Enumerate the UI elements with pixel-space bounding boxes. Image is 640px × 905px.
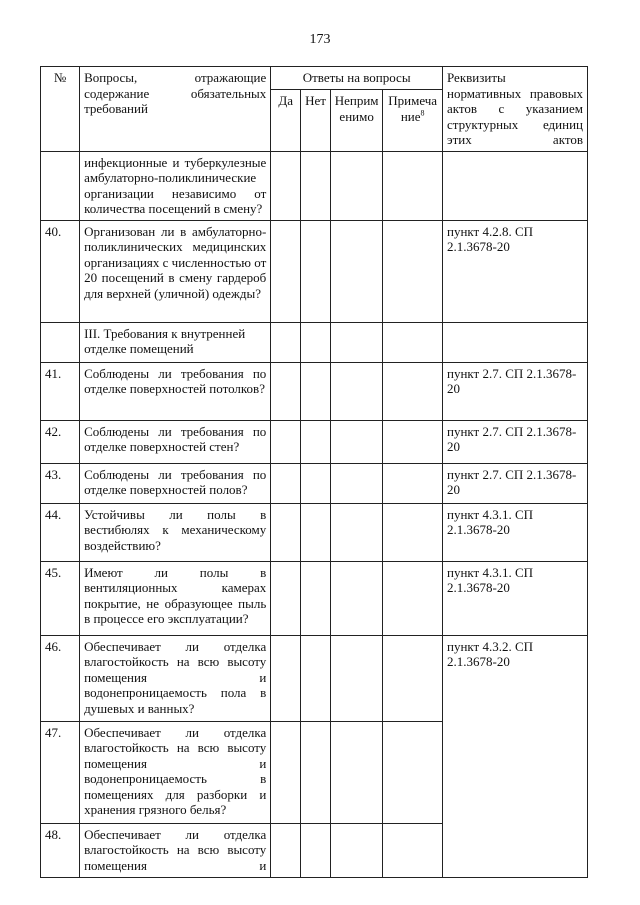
answer-na-cell[interactable] <box>330 635 382 721</box>
row-num: 43. <box>41 463 80 503</box>
row-num: 48. <box>41 823 80 877</box>
table-header-row <box>41 67 588 90</box>
answer-no-cell[interactable] <box>301 220 331 322</box>
row-question: Соблюдены ли требования по отделке поверхностей полов? <box>80 463 271 503</box>
row-ref: пункт 2.7. СП 2.1.3678-20 <box>442 420 587 463</box>
row-ref: пункт 2.7. СП 2.1.3678-20 <box>442 463 587 503</box>
row-ref: пункт 4.3.1. СП 2.1.3678-20 <box>442 503 587 561</box>
answer-no-cell <box>301 322 331 362</box>
answer-no-cell[interactable] <box>301 721 331 823</box>
row-num: 45. <box>41 561 80 635</box>
header-not-applicable: Неприм енимо <box>330 90 382 152</box>
table-row <box>41 635 588 721</box>
header-answers: Ответы на вопросы <box>271 67 443 90</box>
answer-no-cell[interactable] <box>301 503 331 561</box>
answer-na-cell[interactable] <box>330 362 382 420</box>
header-questions: Вопросы, отражающие содержание обязательных требований <box>80 67 271 152</box>
header-no: Нет <box>301 90 331 152</box>
answer-yes-cell[interactable] <box>271 420 301 463</box>
answer-yes-cell[interactable] <box>271 362 301 420</box>
table-row <box>41 420 588 463</box>
table-row <box>41 362 588 420</box>
header-requisites: Реквизиты нормативных правовых актов с указанием структурных единиц этих актов <box>442 67 587 152</box>
answer-na-cell[interactable] <box>330 463 382 503</box>
answer-note-cell[interactable] <box>383 635 443 721</box>
answer-yes-cell[interactable] <box>271 561 301 635</box>
row-num <box>41 151 80 220</box>
row-question: Обеспечивает ли отделка влагостойкость на всю высоту помещения и водонепроницаемость в помещениях для разборки и хранения грязного белья? <box>80 721 271 823</box>
table-row <box>41 220 588 322</box>
note-footnote: 8 <box>420 108 425 118</box>
answer-na-cell[interactable] <box>330 503 382 561</box>
answer-note-cell[interactable] <box>383 220 443 322</box>
answer-no-cell[interactable] <box>301 635 331 721</box>
answer-na-cell[interactable] <box>330 151 382 220</box>
row-num: 44. <box>41 503 80 561</box>
answer-na-cell[interactable] <box>330 721 382 823</box>
row-question: Обеспечивает ли отделка влагостойкость на всю высоту помещения и <box>80 823 271 877</box>
answer-yes-cell[interactable] <box>271 220 301 322</box>
row-question: Организован ли в амбулаторно-поликлинических медицинских организациях с численностью от 20 посещений в смену гардероб для верхней (уличной) одежды? <box>80 220 271 322</box>
row-question: Соблюдены ли требования по отделке поверхностей потолков? <box>80 362 271 420</box>
row-num: 40. <box>41 220 80 322</box>
answer-yes-cell <box>271 322 301 362</box>
answer-no-cell[interactable] <box>301 823 331 877</box>
table-row <box>41 151 588 220</box>
table-row <box>41 463 588 503</box>
answer-note-cell[interactable] <box>383 503 443 561</box>
answer-yes-cell[interactable] <box>271 463 301 503</box>
header-note: Примеча ние$^8$ <box>383 90 443 152</box>
answer-no-cell[interactable] <box>301 420 331 463</box>
answer-na-cell[interactable] <box>330 823 382 877</box>
row-question: Устойчивы ли полы в вестибюлях к механическому воздействию? <box>80 503 271 561</box>
row-ref <box>442 322 587 362</box>
row-question: инфекционные и туберкулезные амбулаторно-поликлинические организации независимо от количества посещений в смену? <box>80 151 271 220</box>
answer-no-cell[interactable] <box>301 561 331 635</box>
row-num: 46. <box>41 635 80 721</box>
section-heading: III. Требования к внутренней отделке помещений <box>80 322 271 362</box>
answer-note-cell[interactable] <box>383 561 443 635</box>
answer-note-cell[interactable] <box>383 721 443 823</box>
answer-note-cell <box>383 322 443 362</box>
row-question: Обеспечивает ли отделка влагостойкость на всю высоту помещения и водонепроницаемость пола в душевых и ванных? <box>80 635 271 721</box>
header-yes: Да <box>271 90 301 152</box>
answer-yes-cell[interactable] <box>271 151 301 220</box>
answer-na-cell[interactable] <box>330 420 382 463</box>
row-num: 47. <box>41 721 80 823</box>
answer-yes-cell[interactable] <box>271 823 301 877</box>
row-question: Соблюдены ли требования по отделке поверхностей стен? <box>80 420 271 463</box>
answer-no-cell[interactable] <box>301 463 331 503</box>
answer-note-cell[interactable] <box>383 463 443 503</box>
page-number: 173 <box>309 32 331 47</box>
section-heading-row <box>41 322 588 362</box>
row-ref: пункт 4.3.1. СП 2.1.3678-20 <box>442 561 587 635</box>
answer-yes-cell[interactable] <box>271 503 301 561</box>
row-question: Имеют ли полы в вентиляционных камерах покрытие, не образующее пыль в процессе его эксплуатации? <box>80 561 271 635</box>
table-row <box>41 561 588 635</box>
answer-note-cell[interactable] <box>383 823 443 877</box>
row-ref: пункт 4.2.8. СП 2.1.3678-20 <box>442 220 587 322</box>
answer-no-cell[interactable] <box>301 151 331 220</box>
row-num: 41. <box>41 362 80 420</box>
answer-na-cell[interactable] <box>330 561 382 635</box>
checklist-table <box>40 66 588 878</box>
row-ref <box>442 151 587 220</box>
answer-note-cell[interactable] <box>383 362 443 420</box>
answer-no-cell[interactable] <box>301 362 331 420</box>
answer-na-cell <box>330 322 382 362</box>
row-num: 42. <box>41 420 80 463</box>
row-num <box>41 322 80 362</box>
header-num: № <box>41 67 80 152</box>
row-ref: пункт 4.3.2. СП 2.1.3678-20 <box>442 635 587 877</box>
row-ref: пункт 2.7. СП 2.1.3678-20 <box>442 362 587 420</box>
answer-yes-cell[interactable] <box>271 635 301 721</box>
table-row <box>41 503 588 561</box>
answer-note-cell[interactable] <box>383 420 443 463</box>
answer-note-cell[interactable] <box>383 151 443 220</box>
answer-yes-cell[interactable] <box>271 721 301 823</box>
answer-na-cell[interactable] <box>330 220 382 322</box>
